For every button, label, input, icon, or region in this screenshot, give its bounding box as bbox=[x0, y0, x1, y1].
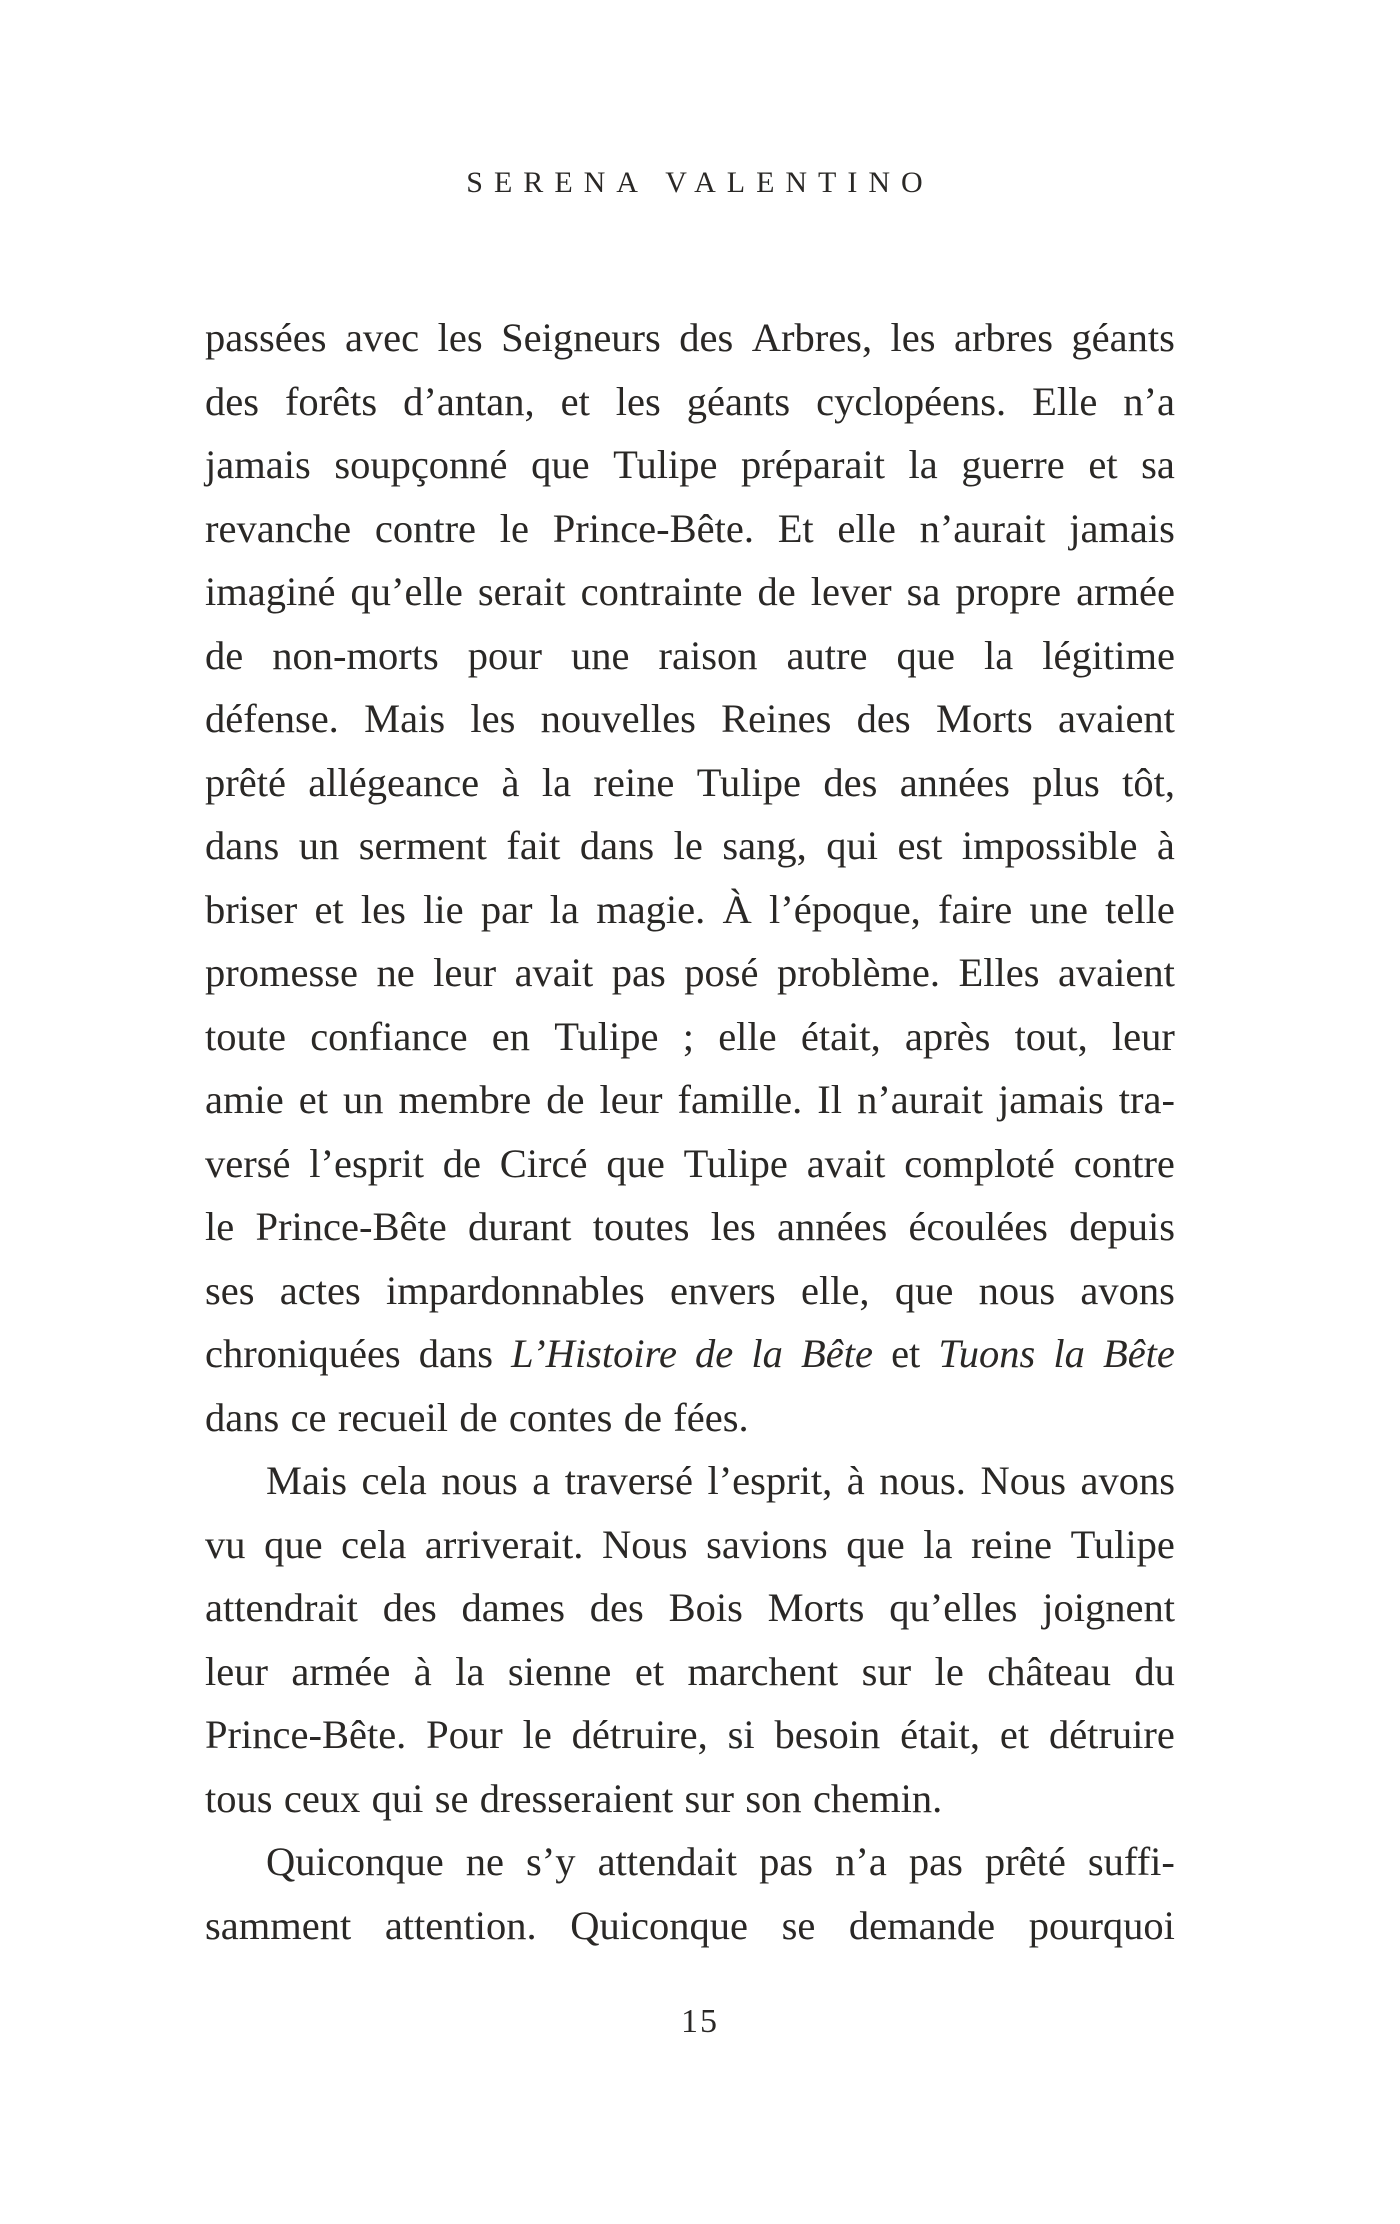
word: besoin bbox=[774, 1712, 881, 1757]
word: amie bbox=[205, 1077, 284, 1122]
word: de bbox=[205, 632, 244, 678]
word: leur bbox=[433, 950, 497, 995]
word: des bbox=[205, 378, 259, 424]
word: des bbox=[589, 1585, 644, 1630]
word: non-morts bbox=[272, 632, 439, 678]
word: Elles bbox=[958, 950, 1040, 995]
word: joignent bbox=[1042, 1585, 1175, 1630]
word: pas bbox=[908, 1839, 963, 1884]
word: en bbox=[491, 1013, 531, 1059]
word: plus bbox=[1032, 759, 1100, 805]
word: de bbox=[757, 569, 796, 614]
word: jamais bbox=[205, 442, 311, 487]
text-line bbox=[205, 1576, 1175, 1640]
word: lie bbox=[423, 886, 464, 932]
word: À bbox=[722, 886, 752, 932]
text-line bbox=[205, 878, 1175, 942]
word: revanche bbox=[205, 505, 352, 551]
word: posé bbox=[684, 950, 759, 995]
word: Et bbox=[777, 505, 814, 551]
word: lever bbox=[810, 569, 892, 614]
word: Reines bbox=[721, 696, 832, 741]
word: se bbox=[434, 1775, 469, 1821]
word: cyclopéens. bbox=[816, 378, 1007, 424]
word: préparait bbox=[741, 442, 885, 487]
word: un bbox=[342, 1077, 384, 1122]
word: Tulipe bbox=[1070, 1521, 1175, 1567]
word: Tulipe bbox=[613, 442, 718, 487]
word: suffi- bbox=[1087, 1839, 1175, 1884]
word: le bbox=[934, 1648, 964, 1694]
word: et bbox=[999, 1712, 1030, 1757]
word: Bête bbox=[801, 1331, 873, 1376]
text-line bbox=[205, 1259, 1175, 1323]
running-header bbox=[0, 163, 1400, 203]
word: et bbox=[891, 1331, 921, 1376]
word: Tulipe bbox=[683, 1140, 788, 1186]
word: problème. bbox=[776, 950, 941, 995]
word: n’aurait bbox=[857, 1077, 983, 1122]
word: serait bbox=[477, 569, 566, 614]
word: que bbox=[846, 1521, 905, 1567]
word: attendrait bbox=[205, 1585, 358, 1630]
word: traversé bbox=[564, 1458, 693, 1503]
word: écoulées bbox=[908, 1204, 1048, 1249]
word: et bbox=[634, 1648, 665, 1694]
word: les bbox=[890, 315, 936, 360]
word: si bbox=[727, 1712, 755, 1757]
word: samment bbox=[205, 1902, 352, 1948]
word: la bbox=[1053, 1331, 1085, 1376]
text-line bbox=[205, 1449, 1175, 1513]
word: pas bbox=[759, 1839, 814, 1884]
word: d’antan, bbox=[403, 378, 535, 424]
word: passées bbox=[205, 315, 327, 360]
word: raison bbox=[658, 632, 758, 678]
word: marchent bbox=[687, 1648, 839, 1694]
word: n’a bbox=[835, 1839, 887, 1884]
word: tôt, bbox=[1122, 759, 1175, 805]
word: défense. bbox=[205, 696, 339, 741]
word: toute bbox=[205, 1013, 286, 1059]
word: chemin. bbox=[812, 1775, 943, 1821]
word: tra- bbox=[1118, 1077, 1175, 1122]
word: et bbox=[1088, 442, 1118, 487]
word: détruire, bbox=[571, 1712, 708, 1757]
word: que bbox=[894, 1267, 954, 1313]
word: faire bbox=[938, 886, 1013, 932]
word: la bbox=[455, 1648, 485, 1694]
body-text bbox=[205, 306, 1175, 1957]
word: qu’elle bbox=[350, 569, 463, 614]
author-name: SERENA VALENTINO bbox=[466, 166, 934, 199]
word: fées. bbox=[673, 1394, 749, 1440]
word: n’a bbox=[1123, 378, 1175, 424]
text-line bbox=[205, 1005, 1175, 1069]
word: l’époque, bbox=[768, 886, 921, 932]
word: et bbox=[298, 1077, 328, 1122]
word: confiance bbox=[310, 1013, 468, 1059]
word: Mais bbox=[364, 696, 446, 741]
word: géants bbox=[1071, 315, 1175, 360]
word: a bbox=[532, 1458, 551, 1503]
word: géants bbox=[686, 378, 791, 424]
word: dans bbox=[205, 1394, 280, 1440]
text-line bbox=[205, 1640, 1175, 1704]
word: à bbox=[1156, 823, 1175, 868]
word: toutes bbox=[592, 1204, 690, 1249]
word: les bbox=[360, 886, 406, 932]
word: ses bbox=[205, 1267, 255, 1313]
word: fait bbox=[506, 823, 561, 868]
word: tout, bbox=[1014, 1013, 1088, 1059]
word: leur bbox=[599, 1077, 663, 1122]
word: prêté bbox=[984, 1839, 1066, 1884]
word: années bbox=[777, 1204, 888, 1249]
word: Pour bbox=[426, 1712, 503, 1757]
word: armée bbox=[1076, 569, 1175, 614]
text-line bbox=[205, 1195, 1175, 1259]
word: était, bbox=[900, 1712, 980, 1757]
word: de bbox=[459, 1394, 498, 1440]
text-line bbox=[205, 560, 1175, 624]
word: famille. bbox=[677, 1077, 803, 1122]
word: Prince-Bête. bbox=[552, 505, 754, 551]
word: impossible bbox=[961, 823, 1138, 868]
word: reine bbox=[593, 759, 675, 805]
word: depuis bbox=[1069, 1204, 1175, 1249]
word: est bbox=[897, 823, 943, 868]
word: sang, bbox=[722, 823, 807, 868]
word: contrainte bbox=[580, 569, 743, 614]
word: avait bbox=[514, 950, 594, 995]
word: armée bbox=[291, 1648, 391, 1694]
word: les bbox=[437, 315, 483, 360]
word: la bbox=[923, 1521, 953, 1567]
text-line bbox=[205, 941, 1175, 1005]
word: des bbox=[679, 315, 734, 360]
word: prêté bbox=[205, 759, 286, 805]
word: allégeance bbox=[308, 759, 480, 805]
word: membre bbox=[398, 1077, 532, 1122]
word: qu’elles bbox=[889, 1585, 1018, 1630]
word: tous bbox=[205, 1775, 273, 1821]
text-line bbox=[205, 624, 1175, 688]
word: dames bbox=[461, 1585, 565, 1630]
word: elle, bbox=[800, 1267, 870, 1313]
word: nous. bbox=[879, 1458, 966, 1503]
word: magie. bbox=[596, 886, 706, 932]
text-line bbox=[205, 1386, 1175, 1450]
word: dans bbox=[579, 823, 655, 868]
word: années bbox=[899, 759, 1010, 805]
word: savions bbox=[706, 1521, 828, 1567]
word: avons bbox=[1080, 1267, 1175, 1313]
word: nous bbox=[441, 1458, 518, 1503]
word: n’aurait bbox=[919, 505, 1046, 551]
word: pour bbox=[467, 632, 543, 678]
word: nouvelles bbox=[540, 696, 696, 741]
text-line bbox=[205, 1068, 1175, 1132]
word: que bbox=[531, 442, 590, 487]
word: Arbres, bbox=[751, 315, 873, 360]
text-line bbox=[205, 433, 1175, 497]
word: était, bbox=[800, 1013, 881, 1059]
word: Elle bbox=[1032, 378, 1098, 424]
word: Tulipe bbox=[696, 759, 801, 805]
word: après bbox=[904, 1013, 991, 1059]
word: promesse bbox=[205, 950, 358, 995]
text-line bbox=[205, 1513, 1175, 1577]
word: les bbox=[615, 378, 661, 424]
word: de bbox=[442, 1140, 481, 1186]
word: qui bbox=[371, 1775, 424, 1821]
word: telle bbox=[1105, 886, 1175, 932]
word: avaient bbox=[1058, 696, 1175, 741]
word: autre bbox=[786, 632, 868, 678]
word: attention. bbox=[384, 1902, 537, 1948]
text-line bbox=[205, 814, 1175, 878]
word: Circé bbox=[499, 1140, 588, 1186]
word: forêts bbox=[284, 378, 378, 424]
word: la bbox=[541, 759, 572, 805]
word: dresseraient bbox=[479, 1775, 674, 1821]
text-line bbox=[205, 1767, 1175, 1831]
text-line bbox=[205, 306, 1175, 370]
word: ne bbox=[465, 1839, 504, 1884]
word: cela bbox=[361, 1458, 427, 1503]
word: dans bbox=[205, 823, 280, 868]
word: attendait bbox=[597, 1839, 738, 1884]
word: leur bbox=[1111, 1013, 1175, 1059]
text-line bbox=[205, 497, 1175, 561]
text-line bbox=[205, 1132, 1175, 1196]
word: une bbox=[1029, 886, 1088, 932]
word: jamais bbox=[1069, 505, 1175, 551]
word: envers bbox=[669, 1267, 776, 1313]
word: de bbox=[695, 1331, 734, 1376]
word: du bbox=[1134, 1648, 1175, 1694]
word: cela bbox=[341, 1521, 407, 1567]
word: vu bbox=[205, 1521, 246, 1567]
word: contre bbox=[374, 505, 477, 551]
word: ceux bbox=[283, 1775, 361, 1821]
word: Seigneurs bbox=[501, 315, 661, 360]
word: un bbox=[298, 823, 340, 868]
word: briser bbox=[205, 886, 298, 932]
word: la bbox=[549, 886, 579, 932]
word: chroniquées bbox=[205, 1331, 401, 1376]
word: contes bbox=[508, 1394, 613, 1440]
word: ce bbox=[290, 1394, 327, 1440]
word: nous bbox=[978, 1267, 1056, 1313]
word: recueil bbox=[337, 1394, 449, 1440]
word: ne bbox=[376, 950, 415, 995]
word: des bbox=[856, 696, 911, 741]
word: L’Histoire bbox=[511, 1331, 677, 1376]
word: guerre bbox=[961, 442, 1065, 487]
word: pourquoi bbox=[1028, 1902, 1175, 1948]
text-line bbox=[205, 370, 1175, 434]
word: que bbox=[896, 632, 955, 678]
word: de bbox=[623, 1394, 662, 1440]
word: que bbox=[606, 1140, 665, 1186]
word: propre bbox=[955, 569, 1062, 614]
word: le bbox=[499, 505, 529, 551]
page-number: 15 bbox=[681, 2003, 719, 2040]
word: Prince-Bête bbox=[255, 1204, 447, 1249]
word: les bbox=[470, 696, 516, 741]
word: que bbox=[264, 1521, 323, 1567]
word: Morts bbox=[767, 1585, 865, 1630]
word: avec bbox=[344, 315, 420, 360]
word: les bbox=[710, 1204, 756, 1249]
word: l’esprit, bbox=[707, 1458, 833, 1503]
word: jamais bbox=[998, 1077, 1104, 1122]
word: sa bbox=[906, 569, 941, 614]
text-line bbox=[205, 1703, 1175, 1767]
word: Quiconque bbox=[570, 1902, 748, 1948]
word: dans bbox=[418, 1331, 494, 1376]
word: demande bbox=[848, 1902, 996, 1948]
word: pas bbox=[611, 950, 666, 995]
text-line bbox=[205, 1830, 1175, 1894]
word: sa bbox=[1141, 442, 1175, 487]
word: et bbox=[560, 378, 590, 424]
word: le bbox=[205, 1204, 235, 1249]
word: la bbox=[751, 1331, 783, 1376]
word: détruire bbox=[1048, 1712, 1175, 1757]
word: le bbox=[673, 823, 703, 868]
word: Il bbox=[817, 1077, 843, 1122]
word: ; bbox=[682, 1013, 694, 1059]
word: Nous bbox=[980, 1458, 1066, 1503]
word: par bbox=[480, 886, 533, 932]
word: actes bbox=[279, 1267, 361, 1313]
word: versé bbox=[205, 1140, 291, 1186]
word: avons bbox=[1080, 1458, 1175, 1503]
word: Tuons bbox=[938, 1331, 1036, 1376]
word: et bbox=[314, 886, 344, 932]
word: Tulipe bbox=[554, 1013, 659, 1059]
word: le bbox=[522, 1712, 552, 1757]
word: elle bbox=[718, 1013, 777, 1059]
word: imaginé bbox=[205, 569, 336, 614]
word: durant bbox=[467, 1204, 572, 1249]
word: à bbox=[501, 759, 520, 805]
word: des bbox=[382, 1585, 437, 1630]
word: arriverait. bbox=[424, 1521, 584, 1567]
word: sur bbox=[861, 1648, 912, 1694]
word: des bbox=[823, 759, 878, 805]
word: leur bbox=[205, 1648, 268, 1694]
word: à bbox=[846, 1458, 865, 1503]
word: Morts bbox=[935, 696, 1033, 741]
word: son bbox=[745, 1775, 802, 1821]
word: une bbox=[571, 632, 630, 678]
word: Bête bbox=[1102, 1331, 1175, 1376]
word: avaient bbox=[1057, 950, 1175, 995]
text-line bbox=[205, 687, 1175, 751]
word: légitime bbox=[1042, 632, 1175, 678]
word: s’y bbox=[526, 1839, 576, 1884]
word: Nous bbox=[602, 1521, 688, 1567]
word: serment bbox=[358, 823, 487, 868]
word: Mais bbox=[266, 1458, 347, 1503]
word: reine bbox=[971, 1521, 1053, 1567]
word: avait bbox=[806, 1140, 886, 1186]
text-line bbox=[205, 1894, 1175, 1958]
word: l’esprit bbox=[309, 1140, 424, 1186]
word: château bbox=[987, 1648, 1111, 1694]
word: comploté bbox=[904, 1140, 1055, 1186]
word: elle bbox=[837, 505, 896, 551]
word: de bbox=[546, 1077, 585, 1122]
text-line bbox=[205, 751, 1175, 815]
word: sur bbox=[684, 1775, 735, 1821]
word: qui bbox=[826, 823, 878, 868]
text-line bbox=[205, 1322, 1175, 1386]
word: arbres bbox=[954, 315, 1053, 360]
word: Bois bbox=[668, 1585, 743, 1630]
word: Prince-Bête. bbox=[205, 1712, 407, 1757]
word: sienne bbox=[507, 1648, 612, 1694]
word: la bbox=[984, 632, 1014, 678]
word: se bbox=[781, 1902, 816, 1948]
word: la bbox=[908, 442, 938, 487]
word: Quiconque bbox=[266, 1839, 444, 1884]
word: à bbox=[413, 1648, 432, 1694]
word: impardonnables bbox=[386, 1267, 645, 1313]
word: contre bbox=[1073, 1140, 1175, 1186]
word: soupçonné bbox=[334, 442, 508, 487]
